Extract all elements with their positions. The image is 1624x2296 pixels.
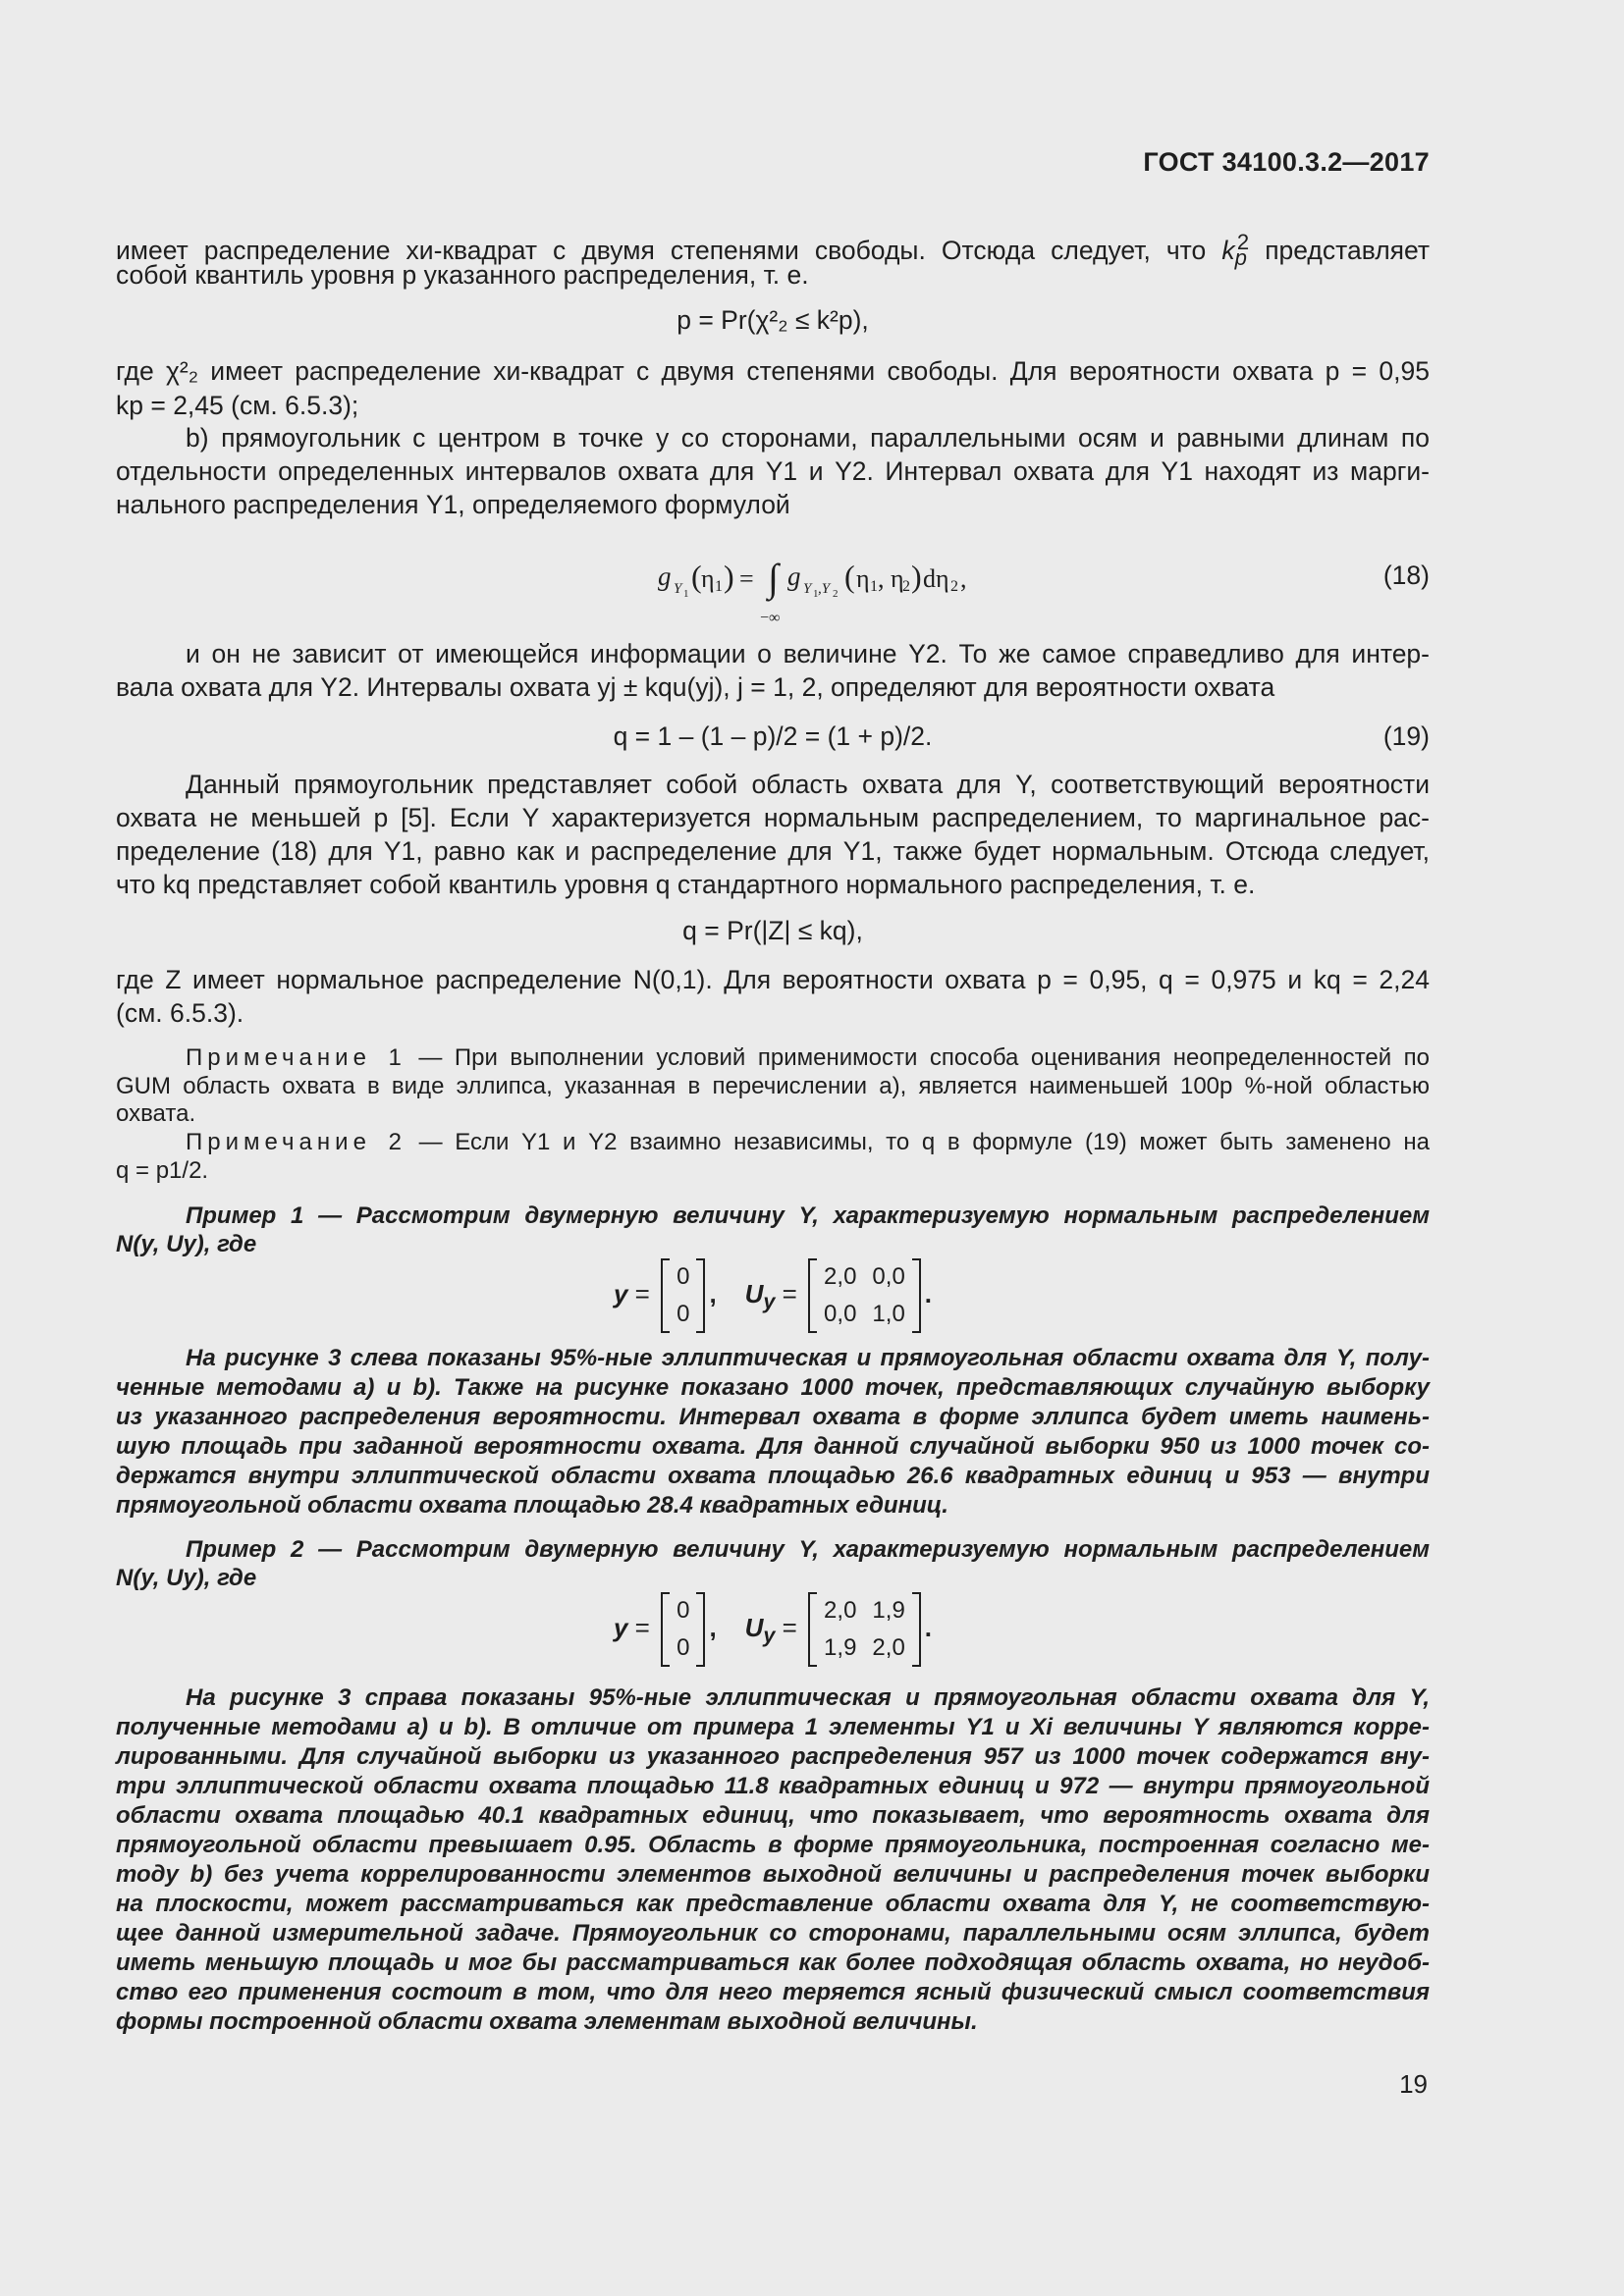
- example-line: Пример 2 — Рассмотрим двумерную величину Y, характеризуемую нормальным распределением: [186, 1536, 1430, 1563]
- svg-text:(: (: [844, 559, 855, 594]
- equation: q = 1 – (1 – p)/2 = (1 + p)/2.: [613, 721, 933, 751]
- example-line: лированными. Для случайной выборки из указанного распределения 957 из 1000 точек содержатся вну-: [116, 1743, 1430, 1770]
- paragraph-line: отдельности определенных интервалов охвата для Y1 и Y2. Интервал охвата для Y1 находят из марги-: [116, 456, 1430, 486]
- svg-text:): ): [724, 559, 734, 594]
- paragraph-line: kp = 2,45 (см. 6.5.3);: [116, 391, 359, 420]
- example-line: три эллиптической области охвата площадью 11.8 квадратных единиц и 972 — внутри прямоугольной: [116, 1773, 1430, 1799]
- paragraph-line: где χ²₂ имеет распределение хи-квадрат с двумя степенями свободы. Для вероятности охвата p = 0,95: [116, 356, 1430, 386]
- svg-text:1: 1: [813, 588, 819, 600]
- svg-text:dη: dη: [923, 564, 949, 593]
- svg-text:g: g: [787, 561, 801, 591]
- note-line: q = p1/2.: [116, 1157, 209, 1184]
- svg-text:,Y: ,Y: [818, 581, 831, 597]
- svg-text:2: 2: [833, 588, 839, 600]
- svg-text:1: 1: [683, 588, 689, 600]
- note-label: Примечание 1: [186, 1044, 406, 1071]
- matrix-U: 2,0 1,9 1,9 2,0: [808, 1592, 921, 1667]
- example-line: иметь меньшую площадь и мог бы рассматриваться как более подходящая область охвата, но неудоб-: [116, 1949, 1430, 1976]
- svg-text:−∞: −∞: [760, 610, 781, 626]
- paragraph-line: где Z имеет нормальное распределение N(0,1). Для вероятности охвата p = 0,95, q = 0,975 и kq = 2,24: [116, 965, 1430, 994]
- equation: p = Pr(χ²₂ ≤ k²p),: [677, 305, 869, 335]
- svg-text:1: 1: [870, 578, 878, 595]
- svg-text:, η: , η: [878, 564, 904, 593]
- svg-text:=: =: [739, 564, 754, 593]
- paragraph-line: собой квантиль уровня p указанного распределения, т. е.: [116, 260, 809, 290]
- svg-text:Y: Y: [674, 581, 682, 597]
- svg-text:η: η: [701, 564, 715, 593]
- vector-y: 0 0: [661, 1258, 705, 1333]
- svg-text:): ): [911, 559, 922, 594]
- document-header: ГОСТ 34100.3.2—2017: [1143, 147, 1430, 177]
- example-line: формы построенной области охвата элементам выходной величины.: [116, 2008, 978, 2035]
- page-number: 19: [1399, 2069, 1428, 2099]
- note-line: Примечание 1 — При выполнении условий применимости способа оценивания неопределенностей по: [186, 1044, 1430, 1071]
- paragraph-line: вала охвата для Y2. Интервалы охвата yj ± kqu(yj), j = 1, 2, определяют для вероятности охвата: [116, 672, 1275, 702]
- paragraph-line: что kq представляет собой квантиль уровня q стандартного нормального распределения, т. е.: [116, 870, 1256, 899]
- example-line: На рисунке 3 слева показаны 95%-ные эллиптическая и прямоугольная области охвата для Y, полу-: [186, 1345, 1430, 1371]
- equation: q = Pr(|Z| ≤ kq),: [682, 916, 863, 945]
- paragraph-line: Данный прямоугольник представляет собой область охвата для Y, соответствующий вероятности: [186, 770, 1430, 799]
- matrix-equation-1: y = 0 0 , $U_y$ = 2,0 0,0 0,0 1,0 .: [116, 1258, 1430, 1333]
- example-line: Пример 1 — Рассмотрим двумерную величину Y, характеризуемую нормальным распределением: [186, 1202, 1430, 1229]
- note-line: Примечание 2 — Если Y1 и Y2 взаимно независимы, то q в формуле (19) может быть заменено на: [186, 1129, 1430, 1155]
- svg-text:,: ,: [960, 564, 967, 593]
- svg-text:∫: ∫: [768, 558, 779, 600]
- svg-text:2: 2: [902, 578, 910, 595]
- example-line: ченные методами а) и b). Также на рисунке показано 1000 точек, представляющих случайную выборку: [116, 1374, 1430, 1401]
- svg-text:2: 2: [950, 578, 958, 595]
- vector-y: 0 0: [661, 1592, 705, 1667]
- example-line: полученные методами а) и b). В отличие от примера 1 элементы Y1 и Xi величины Y являются корре-: [116, 1714, 1430, 1740]
- equation-number: (18): [1382, 561, 1430, 590]
- example-line: щее данной измерительной задаче. Прямоугольник со сторонами, параллельными осям эллипса, будет: [116, 1920, 1430, 1947]
- example-line: на плоскости, может рассматриваться как представление области охвата для Y, не соответствую-: [116, 1891, 1430, 1917]
- svg-text:η: η: [856, 564, 870, 593]
- svg-text:g: g: [658, 561, 672, 591]
- paragraph-line: (см. 6.5.3).: [116, 998, 244, 1028]
- example-line: N(y, Uy), где: [116, 1231, 257, 1257]
- equation-19: [116, 721, 1430, 752]
- paragraph-line: нального распределения Y1, определяемого формулой: [116, 490, 790, 519]
- example-line: области охвата площадью 40.1 квадратных единиц, что показывает, что вероятность охвата для: [116, 1802, 1430, 1829]
- example-line: прямоугольной области охвата площадью 28.4 квадратных единиц.: [116, 1492, 948, 1519]
- note-label: Примечание 2: [186, 1129, 406, 1155]
- example-line: шую площадь при заданной вероятности охвата. Для данной случайной выборки 950 из 1000 точек со-: [116, 1433, 1430, 1460]
- paragraph-line: b) прямоугольник с центром в точке y со сторонами, параллельными осям и равными длинам по: [186, 423, 1430, 453]
- paragraph-line: пределение (18) для Y1, равно как и распределение для Y1, также будет нормальным. Отсюда следует,: [116, 836, 1430, 866]
- svg-text:1: 1: [715, 578, 723, 595]
- note-line: охвата.: [116, 1100, 196, 1127]
- example-line: прямоугольной области превышает 0.95. Область в форме прямоугольника, построенная согласно ме-: [116, 1832, 1430, 1858]
- example-line: N(y, Uy), где: [116, 1565, 257, 1591]
- equation-number: (19): [1382, 721, 1430, 751]
- example-line: держатся внутри эллиптической области охвата площадью 26.6 квадратных единиц и 953 — внутри: [116, 1463, 1430, 1489]
- svg-text:(: (: [691, 559, 702, 594]
- example-line: На рисунке 3 справа показаны 95%-ные эллиптическая и прямоугольная области охвата для Y,: [186, 1684, 1430, 1711]
- example-line: из указанного распределения вероятности. Интервал охвата в форме эллипса будет иметь наимень-: [116, 1404, 1430, 1430]
- paragraph-line: и он не зависит от имеющейся информации о величине Y2. То же самое справедливо для интер-: [186, 639, 1430, 668]
- matrix-U: 2,0 0,0 0,0 1,0: [808, 1258, 921, 1333]
- matrix-equation-2: y = 0 0 , $U_y$ = 2,0 1,9 1,9 2,0 .: [116, 1592, 1430, 1667]
- equation-18: [116, 560, 1430, 628]
- note-line: GUM область охвата в виде эллипса, указанная в перечислении а), является наименьшей 100p %-ной областью: [116, 1073, 1431, 1099]
- integral-formula: [658, 558, 1070, 626]
- example-line: ство его применения состоит в том, что для него теряется ясный физический смысл соответствия: [116, 1979, 1430, 2005]
- svg-text:Y: Y: [803, 581, 812, 597]
- paragraph-line: охвата не меньшей p [5]. Если Y характеризуется нормальным распределением, то маргинальное рас-: [116, 803, 1430, 832]
- paragraph-line: имеет распределение хи-квадрат с двумя степенями свободы. Отсюда следует, что $k_p^2$ представляет: [116, 230, 1430, 271]
- example-line: тоду b) без учета коррелированности элементов выходной величины и распределения точек выборки: [116, 1861, 1430, 1888]
